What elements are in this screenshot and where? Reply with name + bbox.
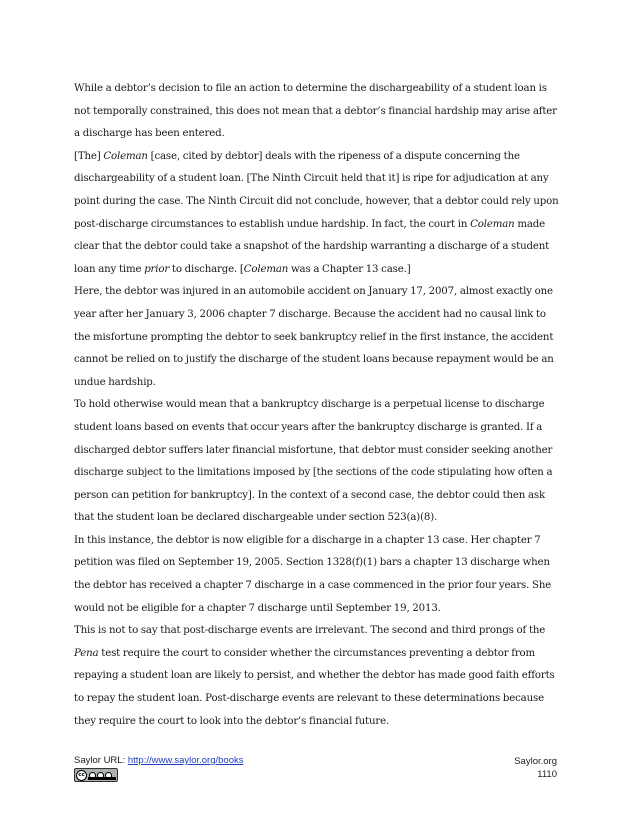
text-run: [case, cited by debtor] deals with the ripeness of a dispute concerning the dischargeability of a student loan. [The Ninth Circuit held that it] is ripe for adjudication at any point during the case. The Ninth Circuit did not conclude, however, that a debtor could rely upon post-discharge circumstances to establish undue hardship. In fact, the court in: [74, 150, 559, 230]
text-run: to discharge. [: [169, 263, 244, 275]
text-run: Here, the debtor was injured in an automobile accident on January 17, 2007, almost exactly one year after her January 3, 2006 chapter 7 discharge. Because the accident had no causal link to the misfortune prompting the debtor to seek bankruptcy relief in the first instance, the accident cannot be relied on to justify the discharge of the student loans because repayment would be an undue hardship.: [74, 286, 554, 388]
page-number: 1110: [537, 769, 557, 780]
cc-license-badge[interactable]: [74, 768, 118, 782]
italic-case-name: prior: [144, 263, 170, 275]
footer-source-label: Saylor URL:: [74, 755, 128, 766]
text-run: To hold otherwise would mean that a bankruptcy discharge is a perpetual license to discharge student loans based on events that occur years after the bankruptcy discharge is granted. If a discharged debtor suffers later financial misfortune, that debtor must consider seeking another discharge subject to the limitations imposed by [the sections of the code stipulating how often a person can petition for bankruptcy]. In the context of a second case, the debtor could then ask that the student loan be declared dischargeable under section 523(a)(8).: [74, 399, 553, 524]
text-run: In this instance, the debtor is now eligible for a discharge in a chapter 13 case. Her chapter 7 petition was filed on September 19, 2005. Section 1328(f)(1) bars a chapter 13 discharge when the debtor has received a chapter 7 discharge in a case commenced in the prior four years. She would not be eligible for a chapter 7 discharge until September 19, 2013.: [74, 534, 552, 614]
text-run: was a Chapter 13 case.]: [288, 263, 411, 275]
paragraph: [74, 530, 560, 620]
italic-case-name: Coleman: [243, 263, 289, 275]
italic-case-name: Coleman: [103, 150, 148, 162]
publisher-name: Saylor.org: [514, 756, 557, 767]
paragraph: [74, 146, 560, 282]
text-run: While a debtor’s decision to file an action to determine the dischargeability of a student loan is not temporally constrained, this does not mean that a debtor’s financial hardship may arise after a discharge has been entered.: [74, 83, 557, 140]
text-run: made clear that the debtor could take a snapshot of the hardship warranting a discharge of a student loan any time: [74, 218, 550, 275]
footer-source-link[interactable]: http://www.saylor.org/books: [127, 755, 244, 766]
text-run: This is not to say that post-discharge events are irrelevant. The second and third prongs of the: [74, 625, 546, 637]
footer-publisher: [514, 755, 557, 781]
paragraph: [74, 281, 560, 394]
document-body: [74, 78, 560, 733]
italic-case-name: Coleman: [470, 218, 515, 230]
italic-case-name: Pena: [74, 647, 99, 659]
text-run: [The]: [74, 150, 104, 162]
paragraph: [74, 620, 560, 733]
text-run: test require the court to consider whether the circumstances preventing a debtor from repaying a student loan are likely to persist, and whether the debtor has made good faith efforts to repay the student loan. Post-discharge events are relevant to these determinations because they require the court to look into the debtor’s financial future.: [74, 647, 555, 727]
paragraph: [74, 78, 560, 146]
cc-icon: cc: [76, 770, 87, 781]
license-bar: [88, 777, 116, 780]
paragraph: [74, 394, 560, 530]
footer-source: [74, 755, 244, 767]
